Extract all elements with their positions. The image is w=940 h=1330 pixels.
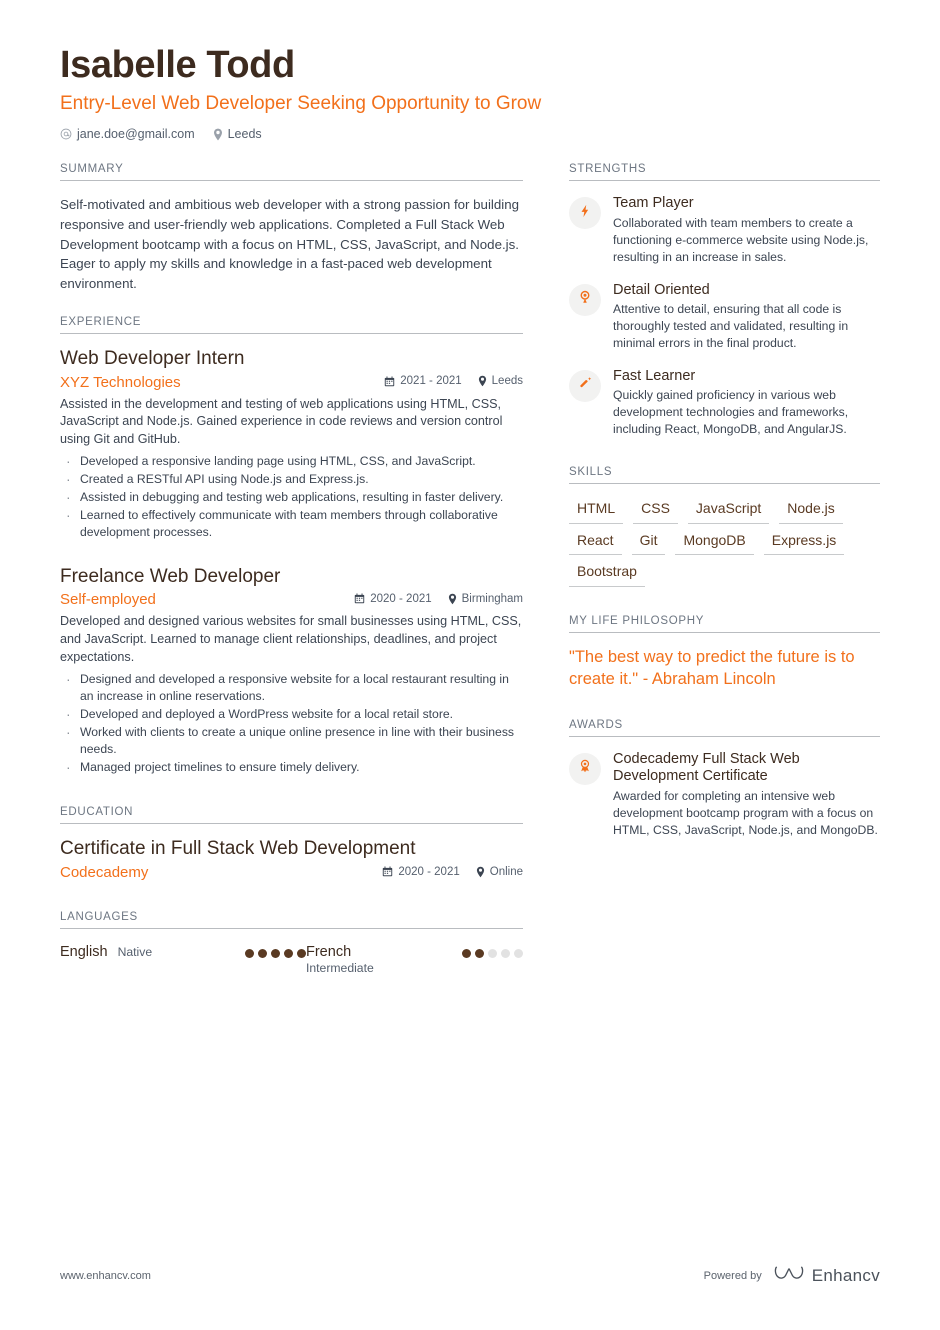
experience-location-text: Birmingham	[461, 592, 523, 605]
contact-row	[60, 127, 880, 141]
strength-icon-wrap	[569, 370, 601, 402]
language-level: Intermediate	[306, 961, 374, 976]
experience-dates-text: 2021 - 2021	[400, 375, 462, 387]
experience-company: XYZ Technologies	[60, 373, 181, 391]
skills-list	[569, 498, 880, 587]
map-pin-icon	[213, 128, 223, 141]
experience-bullets	[60, 671, 523, 776]
resume-footer	[60, 1263, 880, 1288]
languages-list	[60, 943, 523, 977]
map-pin-icon	[476, 866, 485, 878]
section-experience	[60, 316, 523, 777]
section-title-strengths: STRENGTHS	[569, 163, 880, 181]
enhancv-wordmark: Enhancv	[811, 1265, 880, 1285]
rating-dot-filled	[297, 949, 306, 958]
education-location-text: Online	[489, 865, 523, 878]
resume-header	[60, 0, 880, 141]
pin-balloon-icon	[578, 290, 592, 309]
skill-chip: CSS	[633, 498, 678, 524]
rating-dot-filled	[462, 949, 471, 958]
language-name: French	[306, 944, 352, 961]
award-title: Codecademy Full Stack Web Development Certificate	[613, 750, 800, 785]
experience-bullets	[60, 453, 523, 541]
award-icon-wrap	[569, 753, 601, 785]
bullet-item: · Worked with clients to create a unique online presence in line with their business needs.	[60, 724, 523, 758]
education-meta-row	[60, 864, 523, 881]
strength-item	[569, 282, 880, 352]
philosophy-quote: "The best way to predict the future is to create it." - Abraham Lincoln	[569, 648, 855, 689]
left-column	[60, 163, 523, 999]
education-dates-text: 2020 - 2021	[398, 865, 460, 878]
language-item	[306, 943, 523, 977]
strength-body	[613, 282, 880, 352]
rating-dot-empty	[488, 949, 497, 958]
rating-dot-filled	[284, 949, 293, 958]
right-column	[569, 163, 880, 860]
bullet-item: · Developed and deployed a WordPress website for a local retail store.	[60, 706, 523, 723]
calendar-icon	[354, 593, 365, 604]
contact-location	[213, 127, 262, 141]
bullet-item: · Designed and developed a responsive website for a local restaurant resulting in an increase in online reservations.	[60, 671, 523, 705]
section-title-languages: LANGUAGES	[60, 911, 523, 929]
strength-text: Collaborated with team members to create a functioning e-commerce website using Node.js, resulting in an increase in sales.	[613, 216, 869, 264]
experience-entry	[60, 348, 523, 542]
experience-dates-text: 2020 - 2021	[370, 592, 432, 605]
skill-chip: Express.js	[764, 530, 845, 556]
rating-dot-empty	[514, 949, 523, 958]
strength-title: Fast Learner	[613, 367, 696, 384]
contact-email[interactable]	[60, 127, 195, 141]
section-title-skills: SKILLS	[569, 466, 880, 484]
language-rating	[462, 943, 523, 958]
experience-meta	[354, 593, 523, 605]
candidate-headline: Entry-Level Web Developer Seeking Opportunity to Grow	[60, 92, 542, 114]
contact-email-text: jane.doe@gmail.com	[77, 127, 195, 142]
rating-dot-filled	[271, 949, 280, 958]
strength-title: Detail Oriented	[613, 281, 710, 298]
strength-text: Quickly gained proficiency in various web development technologies and frameworks, including React, MongoDB, and AngularJS.	[613, 388, 849, 437]
experience-company: Self-employed	[60, 591, 156, 609]
experience-description: Developed and designed various websites for small businesses using HTML, CSS, and JavaScript. Learned to manage client relationships, deadlines, and project expectations.	[60, 614, 522, 665]
rating-dot-filled	[245, 949, 254, 958]
at-icon	[60, 128, 72, 140]
strength-text: Attentive to detail, ensuring that all code is thoroughly tested and validated, resulting in minimal errors in the final product.	[613, 302, 849, 350]
skill-chip: JavaScript	[688, 498, 769, 524]
skill-chip: Bootstrap	[569, 561, 645, 587]
section-summary	[60, 163, 523, 293]
strength-icon-wrap	[569, 284, 601, 316]
experience-location	[478, 375, 523, 387]
section-title-education: EDUCATION	[60, 806, 523, 824]
education-location	[476, 866, 523, 878]
strength-body	[613, 368, 880, 438]
section-skills	[569, 466, 880, 587]
experience-location	[448, 593, 523, 605]
education-dates	[382, 866, 459, 878]
language-item	[60, 943, 306, 977]
magic-wand-icon	[578, 376, 593, 396]
calendar-icon	[382, 866, 393, 877]
enhancv-logo-icon	[774, 1263, 804, 1288]
strength-item	[569, 368, 880, 438]
experience-meta-row	[60, 591, 523, 608]
map-pin-icon	[448, 593, 457, 605]
section-languages	[60, 911, 523, 977]
bullet-item: · Managed project timelines to ensure timely delivery.	[60, 759, 523, 776]
language-french-labels	[306, 943, 374, 977]
section-philosophy	[569, 615, 880, 691]
map-pin-icon	[478, 375, 487, 387]
bullet-item: · Developed a responsive landing page using HTML, CSS, and JavaScript.	[60, 453, 523, 470]
section-awards	[569, 719, 880, 839]
award-item	[569, 751, 880, 839]
lightning-bolt-icon	[578, 204, 592, 223]
section-title-experience: EXPERIENCE	[60, 316, 523, 334]
experience-entry	[60, 566, 523, 777]
skill-chip: MongoDB	[675, 530, 753, 556]
language-english-labels	[60, 943, 152, 961]
bullet-item: · Assisted in debugging and testing web applications, resulting in faster delivery.	[60, 489, 523, 506]
section-title-awards: AWARDS	[569, 719, 880, 737]
experience-role: Web Developer Intern	[60, 347, 245, 369]
powered-by-label: Powered by	[703, 1269, 762, 1282]
experience-location-text: Leeds	[491, 375, 523, 387]
skill-chip: React	[569, 530, 622, 556]
skill-chip: HTML	[569, 498, 623, 524]
experience-dates	[384, 375, 461, 387]
education-meta	[382, 866, 523, 878]
rating-dot-empty	[501, 949, 510, 958]
summary-text: Self-motivated and ambitious web developer with a strong passion for building responsive and user-friendly web applications. Completed a Full Stack Web Development bootcamp with a focus on HTML, CSS, JavaScript, and Node.js. Eager to apply my skills and knowledge in a fast-paced web development environment.	[60, 197, 520, 292]
education-entry	[60, 838, 523, 881]
footer-powered-by	[704, 1263, 880, 1288]
section-title-philosophy: MY LIFE PHILOSOPHY	[569, 615, 880, 633]
experience-dates	[354, 593, 431, 605]
calendar-icon	[384, 376, 395, 387]
award-text: Awarded for completing an intensive web development bootcamp program with a focus on HTML, CSS, JavaScript, Node.js, and MongoDB.	[613, 789, 878, 837]
experience-description: Assisted in the development and testing of web applications using HTML, CSS, JavaScript and Node.js. Gained experience in code reviews and version control using Git and GitHub.	[60, 396, 503, 447]
award-rosette-icon	[578, 759, 592, 778]
section-strengths	[569, 163, 880, 438]
strength-title: Team Player	[613, 195, 694, 212]
language-level: Native	[117, 945, 153, 960]
section-title-summary: SUMMARY	[60, 163, 523, 181]
skill-chip: Node.js	[779, 498, 842, 524]
experience-meta	[384, 375, 523, 387]
experience-meta-row	[60, 374, 523, 391]
section-education	[60, 806, 523, 881]
rating-dot-filled	[475, 949, 484, 958]
strength-body	[613, 195, 880, 265]
education-school: Codecademy	[60, 864, 149, 882]
strength-icon-wrap	[569, 197, 601, 229]
experience-role: Freelance Web Developer	[60, 565, 281, 587]
strength-item	[569, 195, 880, 265]
award-body	[613, 751, 880, 839]
contact-location-text: Leeds	[227, 127, 262, 142]
rating-dot-filled	[258, 949, 267, 958]
language-name: English	[60, 944, 108, 961]
enhancv-brand	[774, 1263, 880, 1288]
bullet-item: · Created a RESTful API using Node.js and Express.js.	[60, 471, 523, 488]
language-rating	[245, 943, 306, 958]
candidate-name: Isabelle Todd	[60, 44, 295, 86]
skill-chip: Git	[632, 530, 666, 556]
resume-columns	[60, 163, 880, 999]
footer-website[interactable]: www.enhancv.com	[60, 1269, 151, 1282]
education-degree: Certificate in Full Stack Web Development	[60, 838, 416, 860]
bullet-item: · Learned to effectively communicate with team members through collaborative development processes.	[60, 507, 523, 541]
